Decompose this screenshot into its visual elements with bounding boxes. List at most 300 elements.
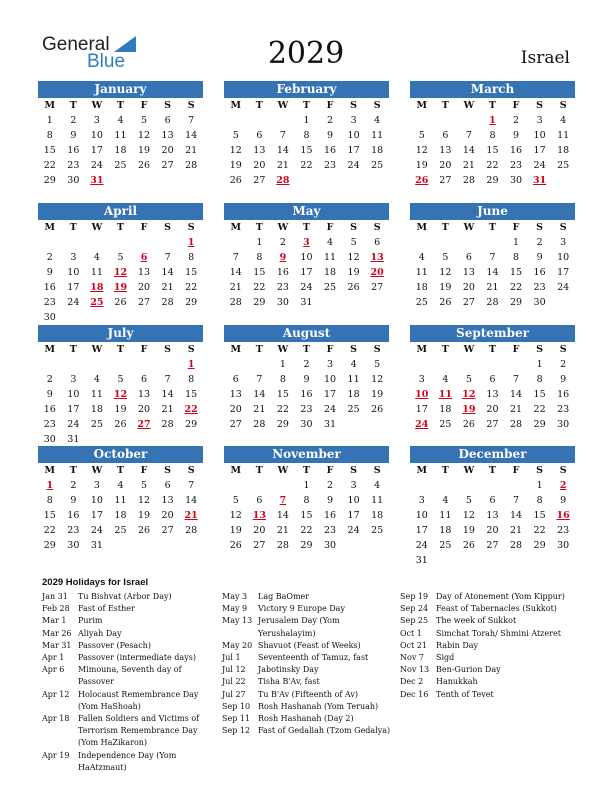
day-cell: 12 [347, 252, 360, 263]
holiday-date: Jul 22 [222, 677, 246, 687]
month-days-grid [38, 463, 203, 553]
weekday-label: M [230, 344, 242, 355]
day-cell: 16 [557, 389, 570, 400]
day-cell: 3 [418, 374, 425, 385]
day-cell: 26 [229, 540, 242, 551]
holiday-date: Oct 1 [400, 628, 422, 638]
empty-day-cell [224, 357, 248, 372]
holiday-day-cell: 24 [415, 419, 429, 430]
weekday-label: T [302, 344, 310, 355]
day-cell: 16 [323, 145, 337, 156]
day-cell: 2 [70, 115, 77, 126]
empty-day-cell [271, 113, 295, 128]
day-cell: 30 [43, 434, 56, 445]
holiday-name: Ben-Gurion Day [436, 665, 501, 675]
month-header: June [410, 203, 575, 220]
month-days-grid [410, 463, 575, 568]
day-cell: 9 [327, 130, 334, 141]
month-days-grid [38, 220, 203, 325]
day-cell: 30 [509, 175, 523, 186]
empty-day-cell [248, 357, 272, 372]
weekday-label: S [164, 222, 172, 233]
day-cell: 26 [462, 540, 475, 551]
weekday-label: S [187, 222, 195, 233]
empty-day-cell [85, 235, 109, 250]
day-cell: 1 [513, 237, 520, 248]
day-cell: 18 [347, 389, 360, 400]
day-cell: 7 [164, 374, 171, 385]
day-cell: 9 [70, 495, 77, 506]
day-cell: 16 [323, 510, 337, 521]
day-cell: 3 [93, 480, 100, 491]
holiday-day-cell: 7 [279, 495, 287, 506]
holiday-column-2 [222, 591, 392, 737]
day-cell: 23 [323, 525, 337, 536]
day-cell: 5 [117, 374, 124, 385]
day-cell: 9 [303, 374, 310, 385]
weekday-label: T [255, 100, 263, 111]
holiday-day-cell: 31 [90, 175, 104, 186]
weekday-label: S [559, 100, 567, 111]
day-cell: 25 [90, 419, 103, 430]
day-cell: 22 [533, 525, 546, 536]
day-cell: 4 [93, 252, 100, 263]
day-cell: 15 [185, 267, 198, 278]
empty-day-cell [434, 113, 458, 128]
holiday-name: Tenth of Tevet [436, 689, 494, 699]
day-cell: 4 [374, 115, 381, 126]
holiday-name: Rosh Hashanah (Yom Teruah) [258, 701, 379, 711]
day-cell: 11 [439, 510, 452, 521]
month-august [224, 325, 389, 432]
day-cell: 23 [509, 160, 523, 171]
day-cell: 24 [90, 160, 103, 171]
day-cell: 9 [70, 130, 77, 141]
holiday-name: Shavuot (Feast of Weeks) [258, 640, 361, 650]
day-cell: 23 [557, 404, 570, 415]
holiday-item [42, 640, 202, 652]
day-cell: 23 [300, 404, 313, 415]
day-cell: 8 [46, 130, 53, 141]
empty-day-cell [224, 478, 248, 493]
holiday-name: Lag BaOmer [258, 592, 310, 601]
month-days-grid [224, 463, 389, 553]
day-cell: 9 [327, 495, 334, 506]
day-cell: 8 [303, 495, 310, 506]
day-cell: 10 [347, 130, 360, 141]
day-cell: 21 [509, 404, 523, 415]
holiday-item [400, 640, 575, 652]
holiday-date: Sep 25 [400, 616, 429, 626]
holiday-item [222, 676, 392, 688]
holiday-name: Passover (Pesach) [78, 640, 151, 650]
holiday-date: May 9 [222, 604, 248, 614]
holidays-title: 2029 Holidays for Israel [42, 577, 149, 588]
day-cell: 13 [486, 510, 499, 521]
day-cell: 19 [347, 267, 360, 278]
empty-day-cell [410, 357, 434, 372]
day-cell: 16 [43, 404, 56, 415]
weekday-label: S [187, 100, 195, 111]
day-cell: 28 [509, 540, 523, 551]
weekday-label: F [326, 222, 334, 233]
day-cell: 21 [276, 160, 289, 171]
day-cell: 17 [347, 510, 360, 521]
holiday-date: Nov 13 [400, 665, 430, 675]
month-november [224, 446, 389, 553]
weekday-label: T [302, 222, 310, 233]
holiday-date: Feb 28 [42, 604, 70, 614]
month-header: November [224, 446, 389, 463]
day-cell: 29 [533, 419, 546, 430]
holiday-item [42, 664, 202, 688]
day-cell: 14 [462, 145, 475, 156]
holiday-item [222, 713, 392, 725]
day-cell: 21 [509, 525, 523, 536]
holiday-day-cell: 10 [415, 389, 429, 400]
day-cell: 21 [276, 525, 289, 536]
day-cell: 12 [371, 374, 384, 385]
month-days-grid [410, 220, 575, 310]
holiday-day-cell: 31 [532, 175, 547, 186]
day-cell: 18 [371, 145, 384, 156]
weekday-label: S [164, 344, 172, 355]
holiday-name: Tu Bishvat (Arbor Day) [78, 592, 172, 601]
month-april [38, 203, 203, 325]
day-cell: 15 [300, 145, 313, 156]
day-cell: 18 [439, 525, 452, 536]
holiday-name: Rosh Hashanah (Day 2) [258, 714, 354, 724]
day-cell: 21 [185, 145, 198, 156]
day-cell: 28 [462, 175, 475, 186]
weekday-label: W [277, 100, 289, 111]
logo-blue-text: Blue [87, 51, 126, 72]
month-january [38, 81, 203, 188]
day-cell: 28 [486, 297, 499, 308]
day-cell: 11 [323, 252, 337, 263]
weekday-label: F [140, 100, 148, 111]
day-cell: 23 [557, 525, 570, 536]
day-cell: 11 [371, 130, 384, 141]
day-cell: 8 [188, 374, 195, 385]
country-label: Israel [520, 48, 570, 68]
holiday-day-cell: 1 [187, 359, 195, 370]
day-cell: 14 [509, 510, 523, 521]
day-cell: 21 [161, 404, 174, 415]
holiday-date: Dec 2 [400, 677, 424, 687]
day-cell: 25 [371, 525, 384, 536]
weekday-label: W [91, 100, 103, 111]
holiday-day-cell: 20 [370, 267, 384, 278]
holiday-date: Sep 19 [400, 592, 429, 601]
holiday-name: Victory 9 Europe Day [258, 604, 345, 614]
weekday-label: M [44, 100, 56, 111]
holiday-item [42, 652, 202, 664]
holiday-date: Dec 16 [400, 689, 429, 699]
day-cell: 26 [462, 419, 475, 430]
day-cell: 16 [276, 267, 289, 278]
holiday-day-cell: 19 [113, 282, 128, 293]
day-cell: 30 [67, 175, 80, 186]
day-cell: 19 [137, 510, 151, 521]
day-cell: 1 [536, 480, 543, 491]
empty-day-cell [457, 113, 481, 128]
day-cell: 8 [536, 374, 543, 385]
day-cell: 8 [513, 252, 520, 263]
holiday-name: Aliyah Day [78, 628, 122, 638]
day-cell: 8 [489, 130, 496, 141]
weekday-label: F [326, 100, 334, 111]
weekday-label: W [463, 465, 475, 476]
day-cell: 2 [46, 252, 53, 263]
weekday-label: M [416, 344, 428, 355]
holiday-date: Apr 19 [42, 750, 70, 760]
page-title-year: 2029 [267, 36, 345, 71]
weekday-label: F [326, 465, 334, 476]
day-cell: 5 [141, 480, 148, 491]
day-cell: 23 [43, 297, 56, 308]
holiday-date: May 3 [222, 592, 248, 601]
day-cell: 24 [67, 419, 80, 430]
holiday-date: Jul 12 [222, 665, 246, 675]
holiday-item [222, 652, 392, 664]
day-cell: 31 [415, 555, 428, 566]
logo-general-text: General [42, 34, 110, 55]
empty-day-cell [481, 478, 505, 493]
weekday-label: S [536, 100, 544, 111]
day-cell: 10 [347, 495, 360, 506]
holiday-item [222, 664, 392, 676]
day-cell: 10 [90, 495, 103, 506]
empty-day-cell [38, 357, 62, 372]
weekday-label: T [488, 222, 496, 233]
month-header: February [224, 81, 389, 98]
day-cell: 7 [465, 130, 472, 141]
month-days-grid [38, 342, 203, 447]
empty-day-cell [132, 235, 156, 250]
day-cell: 2 [327, 480, 334, 491]
day-cell: 15 [300, 510, 313, 521]
day-cell: 30 [323, 540, 337, 551]
holiday-day-cell: 9 [279, 252, 287, 263]
day-cell: 16 [509, 145, 523, 156]
holiday-name: Fast of Gedaliah (Tzom Gedalya) [258, 726, 391, 736]
empty-day-cell [457, 235, 481, 250]
holiday-day-cell: 21 [184, 510, 198, 521]
day-cell: 7 [513, 374, 520, 385]
day-cell: 18 [557, 145, 570, 156]
day-cell: 23 [533, 282, 546, 293]
day-cell: 27 [253, 175, 266, 186]
day-cell: 27 [137, 297, 151, 308]
weekday-label: T [488, 100, 496, 111]
day-cell: 31 [90, 540, 103, 551]
holiday-date: Mar 26 [42, 628, 72, 638]
day-cell: 28 [185, 525, 198, 536]
day-cell: 24 [557, 282, 570, 293]
holiday-date: Oct 21 [400, 640, 427, 650]
day-cell: 9 [46, 267, 53, 278]
day-cell: 5 [374, 359, 381, 370]
day-cell: 3 [327, 359, 334, 370]
day-cell: 15 [533, 510, 546, 521]
holiday-name: Rabin Day [436, 640, 479, 650]
day-cell: 5 [465, 374, 472, 385]
day-cell: 11 [371, 495, 384, 506]
day-cell: 19 [371, 389, 384, 400]
day-cell: 29 [185, 297, 198, 308]
day-cell: 12 [462, 510, 475, 521]
day-cell: 3 [93, 115, 100, 126]
holiday-date: Apr 6 [42, 665, 65, 675]
day-cell: 20 [161, 145, 174, 156]
empty-day-cell [410, 235, 434, 250]
day-cell: 4 [442, 374, 449, 385]
day-cell: 5 [465, 495, 472, 506]
day-cell: 4 [117, 115, 124, 126]
holiday-day-cell: 27 [137, 419, 151, 430]
day-cell: 17 [347, 145, 360, 156]
day-cell: 4 [93, 374, 100, 385]
weekday-label: S [373, 465, 381, 476]
day-cell: 20 [253, 525, 266, 536]
month-header: July [38, 325, 203, 342]
day-cell: 4 [327, 237, 334, 248]
day-cell: 4 [117, 480, 124, 491]
day-cell: 4 [442, 495, 449, 506]
empty-day-cell [481, 357, 505, 372]
holiday-item [42, 615, 202, 627]
day-cell: 29 [533, 540, 546, 551]
holiday-date: Sep 24 [400, 604, 429, 614]
holiday-date: Mar 1 [42, 616, 67, 626]
holiday-item [42, 689, 202, 713]
weekday-label: W [463, 222, 475, 233]
day-cell: 31 [300, 297, 313, 308]
day-cell: 1 [256, 237, 263, 248]
day-cell: 10 [300, 252, 313, 263]
day-cell: 3 [350, 480, 357, 491]
day-cell: 23 [323, 160, 337, 171]
empty-day-cell [248, 113, 272, 128]
weekday-label: F [140, 344, 148, 355]
day-cell: 16 [67, 510, 80, 521]
day-cell: 27 [161, 525, 174, 536]
holiday-day-cell: 28 [276, 175, 290, 186]
day-cell: 30 [43, 312, 56, 323]
weekday-label: M [44, 465, 56, 476]
empty-day-cell [85, 357, 109, 372]
day-cell: 15 [43, 510, 56, 521]
day-cell: 13 [161, 495, 174, 506]
day-cell: 31 [67, 434, 80, 445]
day-cell: 26 [347, 282, 360, 293]
month-header: April [38, 203, 203, 220]
month-may [224, 203, 389, 310]
weekday-label: S [373, 222, 381, 233]
day-cell: 27 [439, 175, 452, 186]
day-cell: 12 [137, 130, 151, 141]
holiday-name: Hanukkah [436, 677, 478, 687]
month-header: October [38, 446, 203, 463]
day-cell: 19 [415, 160, 428, 171]
day-cell: 2 [70, 480, 77, 491]
month-header: August [224, 325, 389, 342]
holiday-item [400, 628, 575, 640]
day-cell: 26 [439, 297, 452, 308]
holiday-day-cell: 2 [559, 480, 567, 491]
holiday-date: Apr 12 [42, 689, 70, 699]
weekday-label: F [512, 222, 520, 233]
day-cell: 11 [415, 267, 428, 278]
day-cell: 7 [164, 252, 171, 263]
weekday-label: T [116, 222, 124, 233]
holiday-date: Sep 12 [222, 726, 251, 736]
day-cell: 5 [232, 130, 239, 141]
day-cell: 6 [256, 130, 263, 141]
day-cell: 19 [137, 145, 151, 156]
day-cell: 24 [347, 525, 360, 536]
empty-day-cell [434, 235, 458, 250]
day-cell: 1 [279, 359, 286, 370]
day-cell: 7 [188, 115, 195, 126]
weekday-label: W [463, 344, 475, 355]
day-cell: 30 [533, 297, 546, 308]
day-cell: 22 [43, 525, 56, 536]
day-cell: 29 [185, 419, 198, 430]
holiday-name: Purim [78, 616, 103, 626]
weekday-label: S [350, 100, 358, 111]
holiday-name: Feast of Tabernacles (Sukkot) [436, 604, 557, 614]
holiday-day-cell: 1 [46, 480, 54, 491]
month-march [410, 81, 575, 188]
day-cell: 18 [114, 145, 127, 156]
day-cell: 25 [439, 419, 452, 430]
day-cell: 30 [300, 419, 313, 430]
day-cell: 1 [536, 359, 543, 370]
day-cell: 26 [371, 404, 384, 415]
day-cell: 28 [185, 160, 198, 171]
day-cell: 14 [276, 145, 289, 156]
day-cell: 4 [418, 252, 425, 263]
weekday-label: M [44, 344, 56, 355]
day-cell: 2 [560, 359, 567, 370]
holiday-date: Nov 7 [400, 653, 424, 663]
day-cell: 27 [253, 540, 266, 551]
day-cell: 21 [486, 282, 499, 293]
holiday-date: May 13 [222, 616, 253, 626]
holiday-name: Jabotinsky Day [258, 665, 319, 675]
day-cell: 10 [90, 130, 103, 141]
holiday-day-cell: 1 [489, 115, 496, 126]
day-cell: 27 [462, 297, 475, 308]
holiday-column-3 [400, 591, 575, 701]
holiday-item [400, 664, 575, 676]
holiday-name: Jerusalem Day (Yom Yerushalayim) [258, 616, 340, 638]
day-cell: 25 [557, 160, 570, 171]
month-october [38, 446, 203, 553]
holiday-item [222, 689, 392, 701]
day-cell: 27 [229, 419, 242, 430]
weekday-label: M [230, 100, 242, 111]
day-cell: 22 [185, 282, 198, 293]
weekday-label: F [512, 100, 520, 111]
day-cell: 24 [415, 540, 428, 551]
day-cell: 17 [415, 525, 428, 536]
day-cell: 13 [439, 145, 452, 156]
empty-day-cell [38, 235, 62, 250]
weekday-label: M [230, 465, 242, 476]
